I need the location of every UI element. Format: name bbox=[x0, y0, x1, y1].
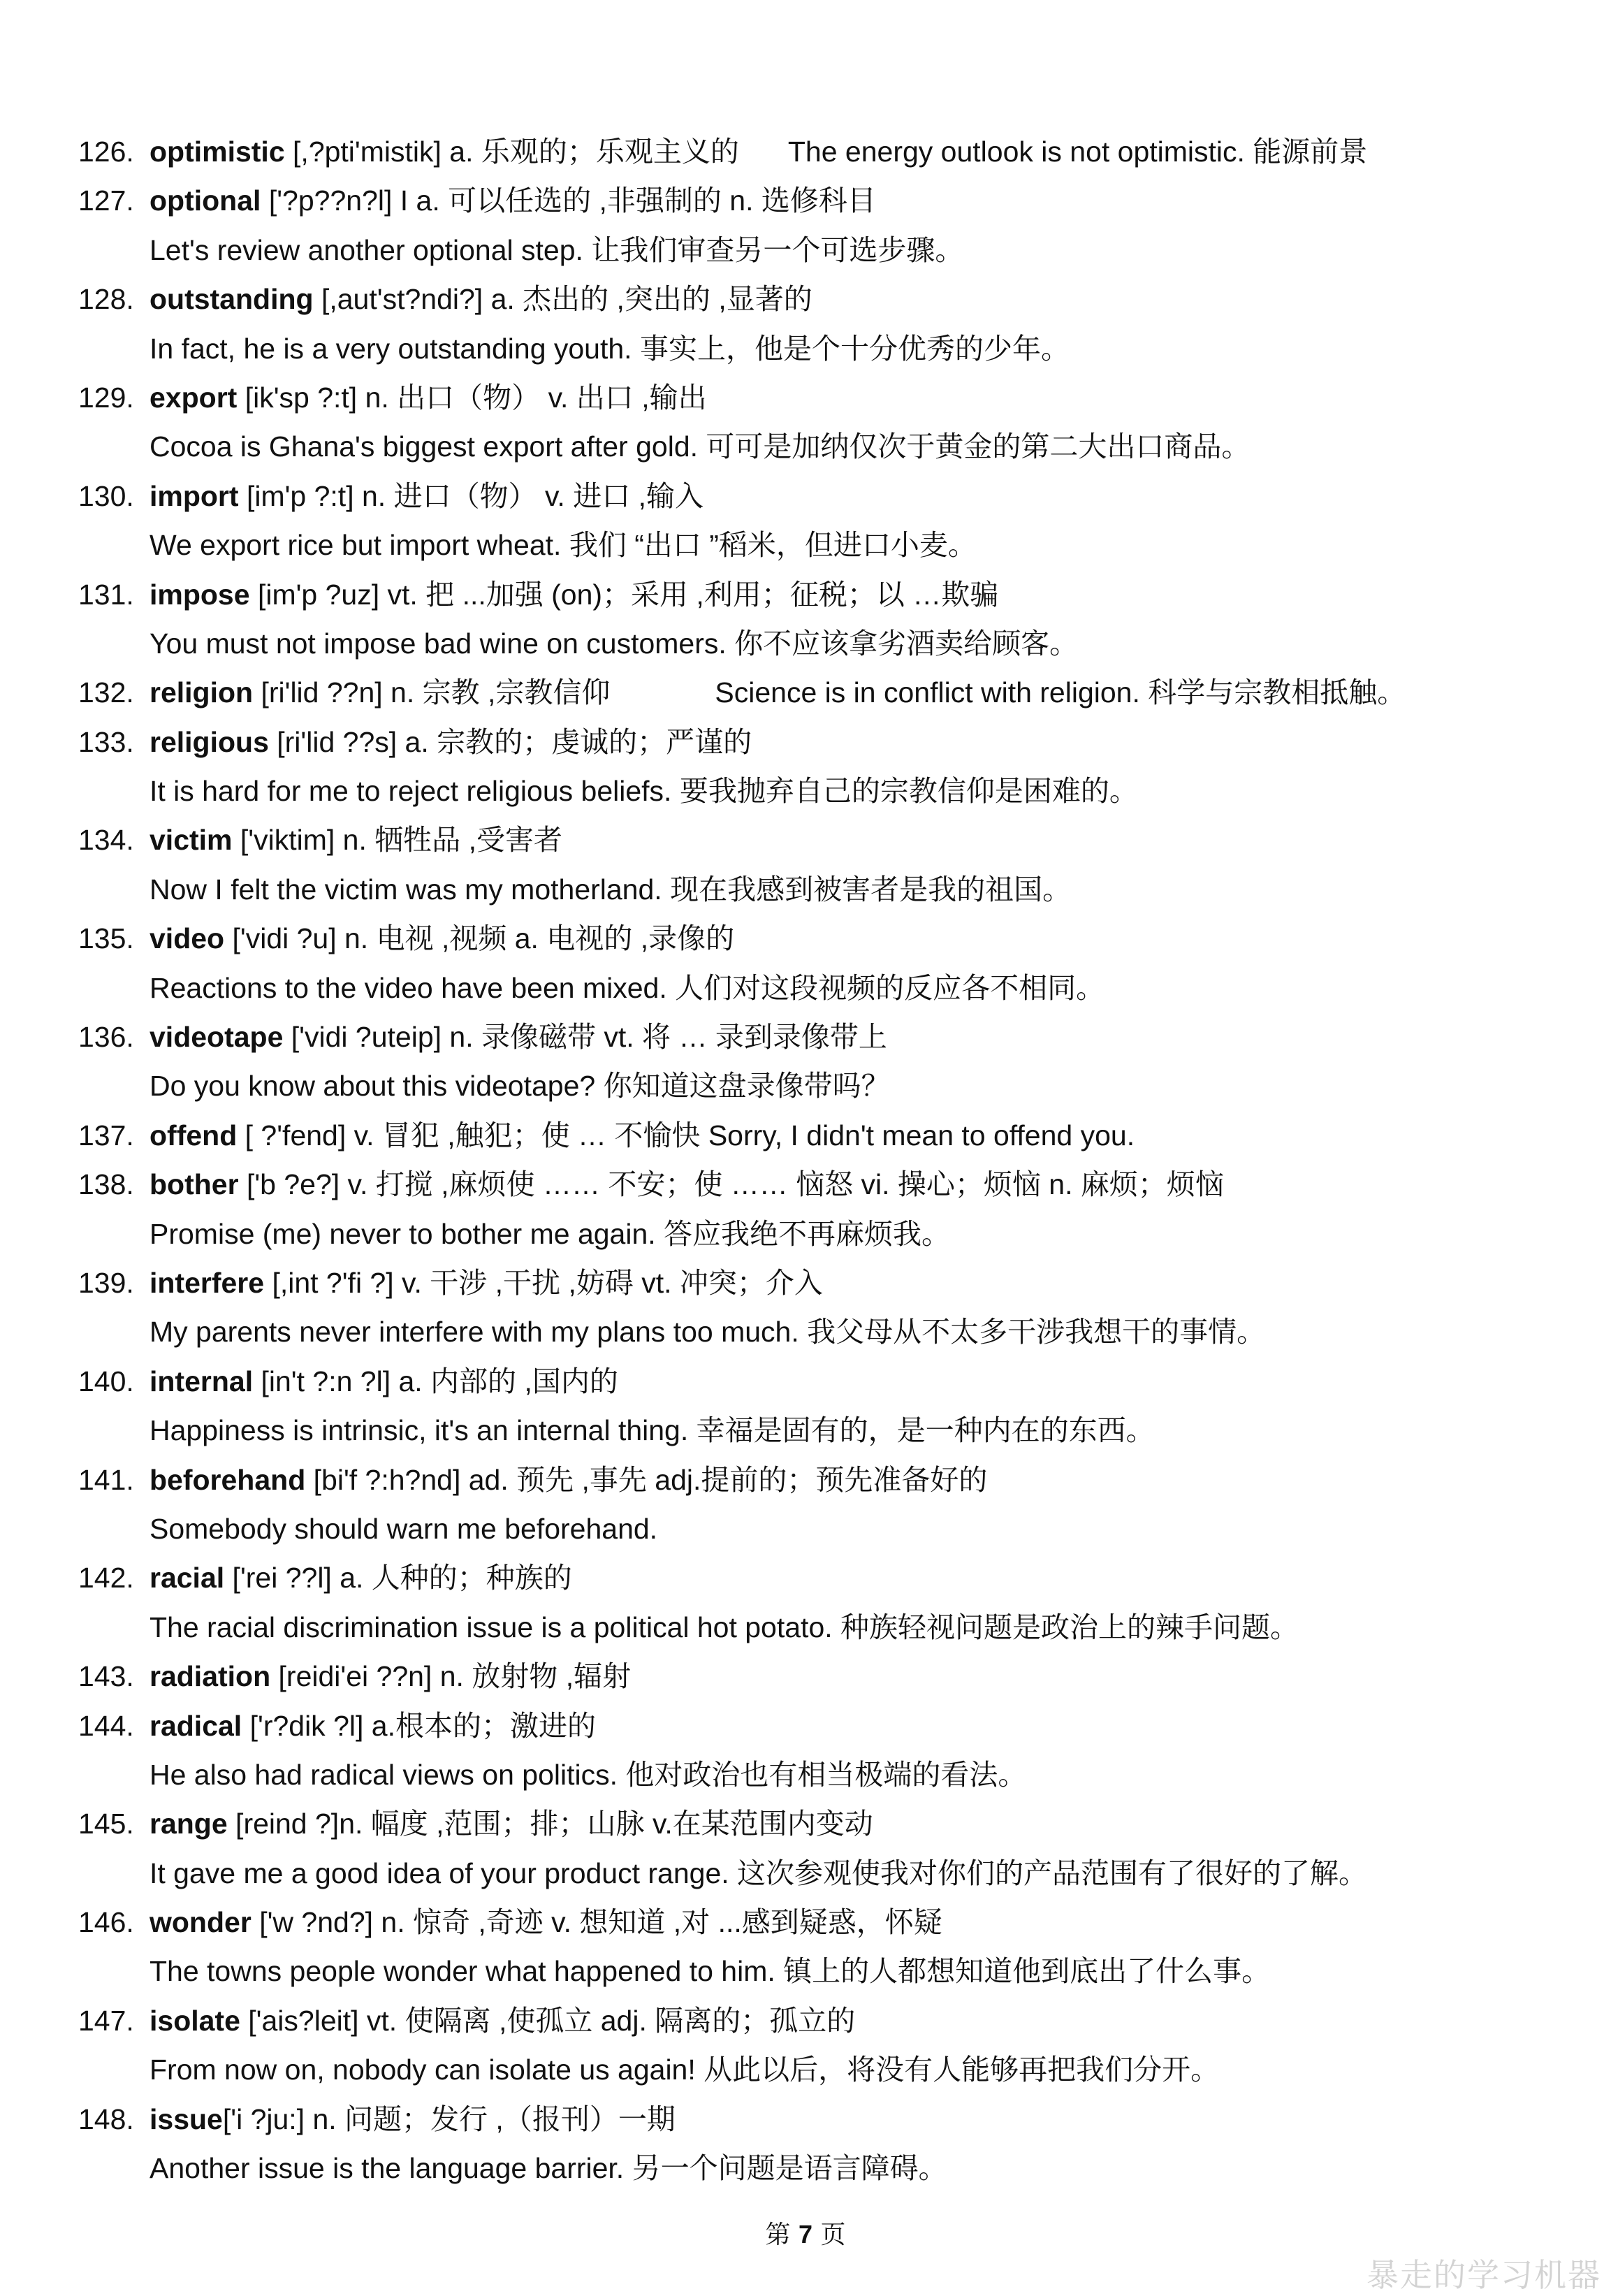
entry-line bbox=[78, 373, 1545, 422]
definition: [ ?'fend] v. 冒犯 ,触犯；使 … 不愉快 Sorry, I didn't mean to offend you. bbox=[237, 1119, 1135, 1151]
entry-line bbox=[78, 176, 1545, 225]
entry-line bbox=[78, 1898, 1545, 1947]
page-number: 7 bbox=[798, 2220, 813, 2248]
example-sentence: He also had radical views on politics. 他对政治也有相当极端的看法。 bbox=[150, 1758, 1027, 1791]
example-sentence: The racial discrimination issue is a political hot potato. 种族轻视问题是政治上的辣手问题。 bbox=[150, 1611, 1299, 1643]
definition: [,int ?'fi ?] v. 干涉 ,干扰 ,妨碍 vt. 冲突；介入 bbox=[264, 1266, 823, 1299]
headword: racial bbox=[150, 1562, 225, 1594]
entry-number: 133. bbox=[78, 725, 134, 758]
example-sentence: From now on, nobody can isolate us again! 从此以后，将没有人能够再把我们分开。 bbox=[150, 2054, 1220, 2086]
headword: export bbox=[150, 381, 238, 414]
entry-number: 126. bbox=[78, 136, 134, 168]
definition: [,?pti'mistik] a. 乐观的；乐观主义的 bbox=[284, 136, 739, 168]
headword: outstanding bbox=[150, 283, 314, 316]
entry-number: 137. bbox=[78, 1119, 134, 1151]
definition: [ri'lid ??n] n. 宗教 ,宗教信仰 bbox=[253, 676, 611, 709]
entry-number: 129. bbox=[78, 381, 134, 414]
headword: interfere bbox=[150, 1266, 265, 1299]
entry-line bbox=[78, 1799, 1545, 1848]
headword: videotape bbox=[150, 1021, 284, 1054]
headword: optional bbox=[150, 184, 261, 217]
entry-line bbox=[78, 570, 1545, 619]
entry-number: 134. bbox=[78, 824, 134, 857]
entry-line bbox=[78, 275, 1545, 324]
vocabulary-list bbox=[78, 127, 1545, 2193]
headword: import bbox=[150, 479, 239, 512]
headword: offend bbox=[150, 1119, 238, 1151]
definition: ['r?dik ?l] a.根本的；激进的 bbox=[242, 1709, 596, 1742]
entry-line bbox=[78, 914, 1545, 963]
entry-line bbox=[78, 718, 1545, 766]
entry-number: 146. bbox=[78, 1906, 134, 1939]
entry-number: 128. bbox=[78, 283, 134, 316]
headword: beforehand bbox=[150, 1463, 306, 1496]
definition: [reidi'ei ??n] n. 放射物 ,辐射 bbox=[270, 1660, 632, 1693]
example-sentence: Another issue is the language barrier. 另一个问题是语言障碍。 bbox=[150, 2152, 947, 2185]
inline-example: Science is in conflict with religion. 科学与宗教相抵触。 bbox=[715, 676, 1406, 709]
entry-number: 127. bbox=[78, 184, 134, 217]
entry-line bbox=[78, 1357, 1545, 1406]
example-sentence: It gave me a good idea of your product range. 这次参观使我对你们的产品范围有了很好的了解。 bbox=[150, 1857, 1368, 1889]
headword: bother bbox=[150, 1168, 239, 1201]
entry-number: 142. bbox=[78, 1562, 134, 1594]
entry-number: 138. bbox=[78, 1168, 134, 1201]
entry-number: 136. bbox=[78, 1021, 134, 1054]
entry-number: 148. bbox=[78, 2102, 134, 2135]
page-label-suffix: 页 bbox=[820, 2221, 846, 2249]
definition: ['rei ??l] a. 人种的；种族的 bbox=[224, 1562, 572, 1594]
headword: religion bbox=[150, 676, 254, 709]
entry-line bbox=[78, 1012, 1545, 1061]
definition: [,aut'st?ndi?] a. 杰出的 ,突出的 ,显著的 bbox=[313, 283, 812, 316]
entry-line bbox=[78, 668, 1545, 717]
definition: ['?p??n?l] I a. 可以任选的 ,非强制的 n. 选修科目 bbox=[261, 184, 876, 217]
watermark: 暴走的学习机器 bbox=[1366, 2257, 1601, 2293]
definition: ['b ?e?] v. 打搅 ,麻烦使 …… 不安；使 …… 恼怒 vi. 操心；烦恼 n. 麻烦；烦恼 bbox=[238, 1168, 1224, 1201]
headword: victim bbox=[150, 824, 233, 857]
definition: [im'p ?:t] n. 进口（物） v. 进口 ,输入 bbox=[238, 479, 704, 512]
entry-number: 140. bbox=[78, 1365, 134, 1397]
entry-number: 139. bbox=[78, 1266, 134, 1299]
entry-number: 147. bbox=[78, 2004, 134, 2037]
example-sentence: The towns people wonder what happened to him. 镇上的人都想知道他到底出了什么事。 bbox=[150, 1955, 1271, 1988]
headword: wonder bbox=[150, 1906, 252, 1939]
entry-number: 135. bbox=[78, 922, 134, 955]
headword: internal bbox=[150, 1365, 254, 1397]
example-sentence: It is hard for me to reject religious beliefs. 要我抛弃自己的宗教信仰是困难的。 bbox=[150, 775, 1138, 808]
example-sentence: Happiness is intrinsic, it's an internal thing. 幸福是固有的，是一种内在的东西。 bbox=[150, 1414, 1155, 1447]
example-sentence: Promise (me) never to bother me again. 答应我绝不再麻烦我。 bbox=[150, 1217, 951, 1250]
headword: range bbox=[150, 1808, 228, 1840]
entry-line bbox=[78, 1553, 1545, 1602]
entry-line bbox=[78, 1160, 1545, 1209]
entry-line bbox=[78, 2095, 1545, 2144]
entry-line bbox=[78, 1111, 1545, 1160]
example-sentence: Somebody should warn me beforehand. bbox=[150, 1512, 658, 1545]
headword: religious bbox=[150, 725, 269, 758]
example-sentence: Cocoa is Ghana's biggest export after gold. 可可是加纳仅次于黄金的第二大出口商品。 bbox=[150, 430, 1251, 463]
headword: radiation bbox=[150, 1660, 271, 1693]
definition: ['i ?ju:] n. 问题；发行 ,（报刊）一期 bbox=[222, 2102, 676, 2135]
headword: optimistic bbox=[150, 136, 285, 168]
entry-number: 144. bbox=[78, 1709, 134, 1742]
definition: [im'p ?uz] vt. 把 ...加强 (on)；采用 ,利用；征税；以 …欺骗 bbox=[249, 578, 999, 611]
example-sentence: You must not impose bad wine on customers. 你不应该拿劣酒卖给顾客。 bbox=[150, 627, 1079, 660]
example-sentence: We export rice but import wheat. 我们 “出口 ”稻米，但进口小麦。 bbox=[150, 529, 977, 562]
example-sentence: Do you know about this videotape? 你知道这盘录像带吗？ bbox=[150, 1070, 890, 1103]
example-sentence: My parents never interfere with my plans too much. 我父母从不太多干涉我想干的事情。 bbox=[150, 1316, 1266, 1349]
entry-line bbox=[78, 127, 1545, 176]
definition: ['ais?leit] vt. 使隔离 ,使孤立 adj. 隔离的；孤立的 bbox=[240, 2004, 856, 2037]
entry-line bbox=[78, 1701, 1545, 1750]
definition: [reind ?]n. 幅度 ,范围；排；山脉 v.在某范围内变动 bbox=[227, 1808, 873, 1840]
headword: impose bbox=[150, 578, 250, 611]
definition: [ik'sp ?:t] n. 出口（物） v. 出口 ,输出 bbox=[237, 381, 707, 414]
example-sentence: Reactions to the video have been mixed. 人们对这段视频的反应各不相同。 bbox=[150, 971, 1105, 1004]
example-sentence: Now I felt the victim was my motherland. 现在我感到被害者是我的祖国。 bbox=[150, 873, 1072, 906]
page-label-prefix: 第 bbox=[765, 2221, 791, 2249]
definition: ['w ?nd?] n. 惊奇 ,奇迹 v. 想知道 ,对 ...感到疑惑，怀疑 bbox=[251, 1906, 942, 1939]
entry-number: 131. bbox=[78, 578, 134, 611]
entry-number: 143. bbox=[78, 1660, 134, 1693]
headword: radical bbox=[150, 1709, 242, 1742]
inline-example: The energy outlook is not optimistic. 能源前景 bbox=[787, 136, 1368, 168]
headword: video bbox=[150, 922, 225, 955]
definition: [in't ?:n ?l] a. 内部的 ,国内的 bbox=[253, 1365, 618, 1397]
page-footer bbox=[0, 2215, 1611, 2251]
example-sentence: Let's review another optional step. 让我们审查另一个可选步骤。 bbox=[150, 233, 964, 266]
entry-number: 132. bbox=[78, 676, 134, 709]
example-sentence: In fact, he is a very outstanding youth. 事实上，他是个十分优秀的少年。 bbox=[150, 332, 1070, 365]
entry-number: 141. bbox=[78, 1463, 134, 1496]
entry-line bbox=[78, 1652, 1545, 1701]
entry-number: 145. bbox=[78, 1808, 134, 1840]
entry-line bbox=[78, 1258, 1545, 1307]
definition: ['viktim] n. 牺牲品 ,受害者 bbox=[232, 824, 563, 857]
definition: ['vidi ?uteip] n. 录像磁带 vt. 将 … 录到录像带上 bbox=[283, 1021, 887, 1054]
entry-line bbox=[78, 1996, 1545, 2045]
headword: isolate bbox=[150, 2004, 240, 2037]
entry-line bbox=[78, 472, 1545, 521]
entry-number: 130. bbox=[78, 479, 134, 512]
headword: issue bbox=[150, 2102, 223, 2135]
entry-line bbox=[78, 815, 1545, 864]
definition: [bi'f ?:h?nd] ad. 预先 ,事先 adj.提前的；预先准备好的 bbox=[305, 1463, 988, 1496]
entry-line bbox=[78, 1455, 1545, 1504]
definition: ['vidi ?u] n. 电视 ,视频 a. 电视的 ,录像的 bbox=[224, 922, 735, 955]
definition: [ri'lid ??s] a. 宗教的；虔诚的；严谨的 bbox=[268, 725, 752, 758]
